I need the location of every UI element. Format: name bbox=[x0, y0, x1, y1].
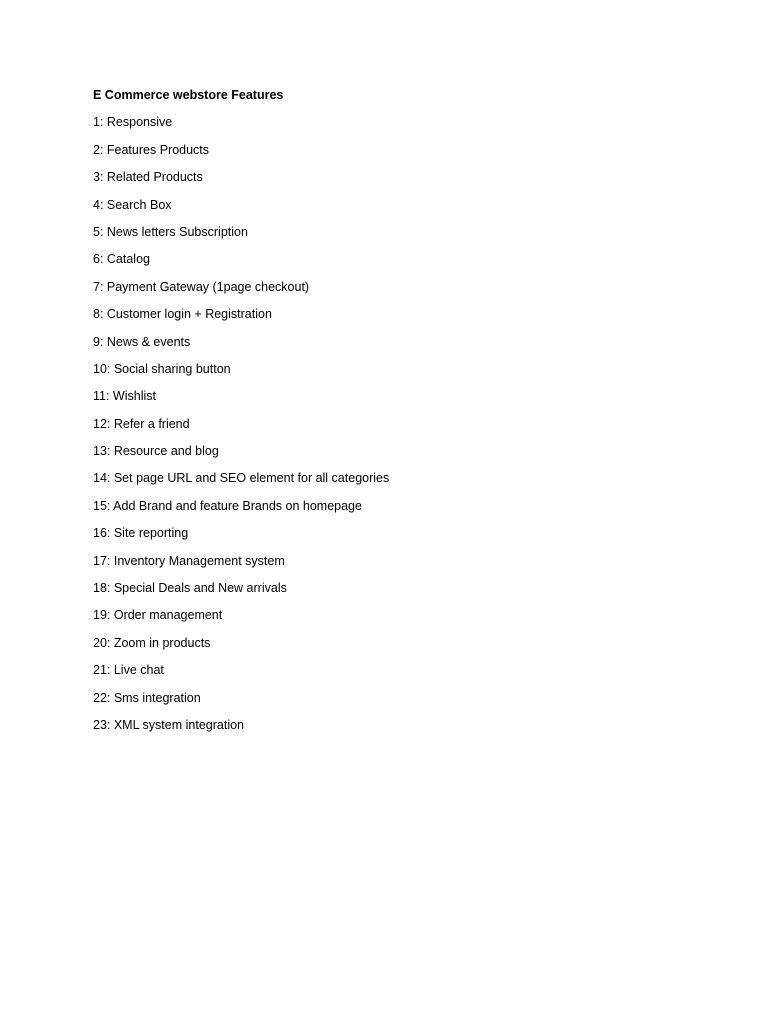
feature-item-13: 13: Resource and blog bbox=[93, 444, 219, 459]
feature-item-10: 10: Social sharing button bbox=[93, 361, 231, 376]
feature-item-2: 2: Features Products bbox=[93, 142, 210, 157]
feature-item-17: 17: Inventory Management system bbox=[93, 553, 285, 568]
feature-item-19: 19: Order management bbox=[93, 608, 223, 623]
feature-item-18: 18: Special Deals and New arrivals bbox=[93, 581, 287, 596]
feature-item-8: 8: Customer login + Registration bbox=[93, 307, 272, 322]
feature-item-14: 14: Set page URL and SEO element for all categories bbox=[93, 471, 390, 486]
feature-item-7: 7: Payment Gateway (1page checkout) bbox=[93, 279, 310, 294]
feature-item-11: 11: Wishlist bbox=[93, 389, 156, 404]
feature-item-3: 3: Related Products bbox=[93, 170, 203, 185]
feature-item-16: 16: Site reporting bbox=[93, 526, 189, 541]
feature-item-5: 5: News letters Subscription bbox=[93, 224, 248, 239]
feature-item-1: 1: Responsive bbox=[93, 115, 173, 130]
document-content bbox=[93, 86, 693, 743]
feature-item-4: 4: Search Box bbox=[93, 197, 172, 212]
page-title: E Commerce webstore Features bbox=[93, 88, 284, 102]
feature-list bbox=[93, 113, 693, 735]
feature-item-9: 9: News & events bbox=[93, 334, 191, 349]
feature-item-15: 15: Add Brand and feature Brands on homepage bbox=[93, 498, 362, 513]
feature-item-20: 20: Zoom in products bbox=[93, 635, 211, 650]
feature-item-21: 21: Live chat bbox=[93, 663, 164, 678]
feature-item-23: 23: XML system integration bbox=[93, 717, 244, 732]
feature-item-6: 6: Catalog bbox=[93, 252, 150, 267]
feature-item-22: 22: Sms integration bbox=[93, 690, 201, 705]
feature-item-12: 12: Refer a friend bbox=[93, 416, 190, 431]
